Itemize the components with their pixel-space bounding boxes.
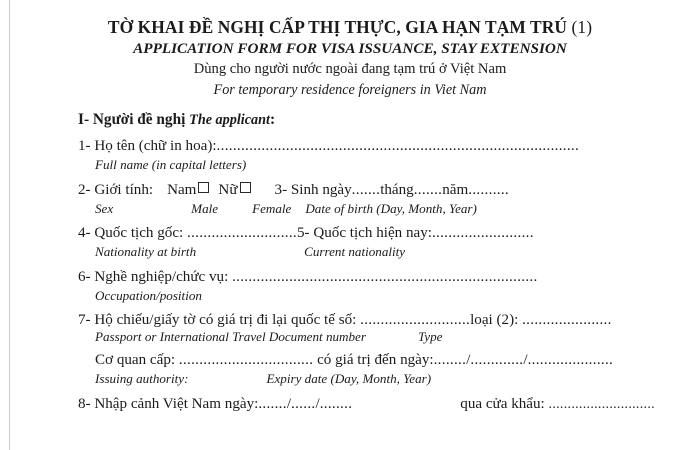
section-heading-label-en: The applicant — [189, 112, 270, 129]
field-sex-female-checkbox[interactable] — [240, 182, 251, 193]
form-title-vietnamese-text: TỜ KHAI ĐỀ NGHỊ CẤP THỊ THỰC, GIA HẠN TẠM TRÚ — [107, 17, 568, 37]
field-passport-type-label-en: Type — [417, 329, 443, 345]
field-sex-dob-row — [78, 182, 700, 199]
field-full-name-label-vi: 1- Họ tên (chữ in hoa): — [78, 138, 217, 155]
form-title-english: APPLICATION FORM FOR VISA ISSUANCE, STAY EXTENSION — [133, 39, 567, 57]
field-dob-label-vi-month: tháng — [380, 181, 414, 198]
field-entry-sep-2: / — [315, 395, 320, 412]
field-sex-female-label-vi: Nữ — [218, 181, 238, 198]
field-entry-checkpoint-leader[interactable]: ............................ — [548, 396, 655, 412]
form-body — [0, 111, 700, 412]
field-passport-row — [78, 312, 700, 329]
field-occupation-label-vi: 6- Nghề nghiệp/chức vụ: — [78, 268, 229, 285]
field-expiry-day-leader[interactable]: ........ — [433, 352, 467, 369]
section-heading-applicant — [78, 111, 700, 129]
form-subtitle-english: For temporary residence foreigners in Viet Nam — [213, 81, 487, 98]
field-occupation-row — [78, 269, 700, 286]
field-occupation-label-en: Occupation/position — [95, 287, 202, 303]
form-heading — [0, 0, 700, 99]
field-expiry-sep-2: / — [523, 352, 528, 369]
field-dob-month-leader[interactable]: ....... — [413, 181, 443, 198]
field-full-name-row — [78, 138, 700, 155]
field-sex-label-en: Sex — [95, 200, 114, 216]
field-passport-number-label-vi: 7- Hộ chiếu/giấy tờ có giá trị đi lại quốc tế số: — [78, 312, 357, 329]
form-title-vietnamese — [0, 17, 700, 38]
field-entry-row — [78, 396, 700, 413]
field-dob-label-en: Date of birth (Day, Month, Year) — [305, 200, 477, 216]
field-sex-male-checkbox[interactable] — [198, 182, 209, 193]
field-passport-number-leader[interactable]: ........................... — [360, 312, 471, 329]
field-passport-number-label-en: Passport or International Travel Document number — [95, 329, 366, 345]
field-issuing-authority-label-vi: Cơ quan cấp: — [95, 352, 176, 369]
field-entry-checkpoint-label-vi: qua cửa khẩu: — [460, 395, 545, 412]
field-nationality-birth-leader[interactable]: ........................... — [187, 225, 297, 242]
field-dob-day-leader[interactable]: ....... — [351, 181, 381, 198]
field-passport-type-label-vi: loại (2): — [470, 312, 519, 329]
field-dob-label-vi-day: 3- Sinh ngày — [274, 181, 352, 198]
field-nationality-birth-label-vi: 4- Quốc tịch gốc: — [78, 225, 184, 242]
field-issuing-authority-leader[interactable]: ................................. — [178, 352, 314, 369]
field-passport-type-leader[interactable]: ...................... — [522, 312, 612, 329]
form-subtitle-vietnamese: Dùng cho người nước ngoài đang tạm trú ở Việt Nam — [193, 61, 507, 78]
field-expiry-year-leader[interactable]: ..................... — [527, 352, 614, 369]
field-dob-year-leader[interactable]: .......... — [468, 181, 509, 198]
field-issuing-authority-row — [78, 352, 700, 369]
field-full-name-input-leader[interactable]: ......................................................................................... — [216, 138, 580, 155]
field-issuing-authority-label-en: Issuing authority: — [95, 370, 189, 386]
field-passport-sublabel-row — [78, 330, 700, 345]
field-sex-label-vi: 2- Giới tính: — [78, 181, 154, 198]
field-expiry-sep-1: / — [466, 352, 471, 369]
field-entry-date-label-vi: 8- Nhập cảnh Việt Nam ngày: — [78, 395, 259, 412]
field-expiry-month-leader[interactable]: ............. — [470, 352, 524, 369]
section-heading-label-vi: I- Người đề nghị — [78, 111, 186, 129]
section-heading-colon: : — [269, 111, 276, 129]
field-occupation-leader[interactable]: ........................................................................... — [232, 268, 538, 285]
field-dob-label-vi-year: năm — [442, 181, 469, 198]
field-sex-dob-sublabel-row — [78, 202, 700, 217]
field-expiry-date-label-vi: có giá trị đến ngày: — [317, 352, 434, 369]
field-nationality-current-label-vi: 5- Quốc tịch hiện nay: — [296, 225, 432, 242]
field-expiry-date-label-en: Expiry date (Day, Month, Year) — [266, 370, 432, 386]
field-sex-male-label-en: Male — [191, 200, 219, 216]
field-full-name-label-en: Full name (in capital letters) — [95, 157, 247, 173]
field-nationality-sublabel-row — [78, 245, 700, 260]
field-nationality-current-label-en: Current nationality — [304, 244, 406, 260]
field-entry-year-leader[interactable]: ........ — [319, 395, 353, 412]
field-entry-day-leader[interactable]: ....... — [258, 395, 287, 412]
field-nationality-row — [78, 225, 700, 242]
field-entry-month-leader[interactable]: ...... — [291, 395, 316, 412]
field-nationality-birth-label-en: Nationality at birth — [95, 244, 197, 260]
field-nationality-current-leader[interactable]: ......................... — [431, 225, 534, 242]
field-sex-female-label-en: Female — [252, 200, 292, 216]
form-title-footnote-marker: (1) — [571, 17, 593, 37]
field-entry-sep-1: / — [286, 395, 292, 412]
field-sex-male-label-vi: Nam — [167, 181, 197, 198]
field-issuing-expiry-sublabel-row — [78, 372, 700, 387]
